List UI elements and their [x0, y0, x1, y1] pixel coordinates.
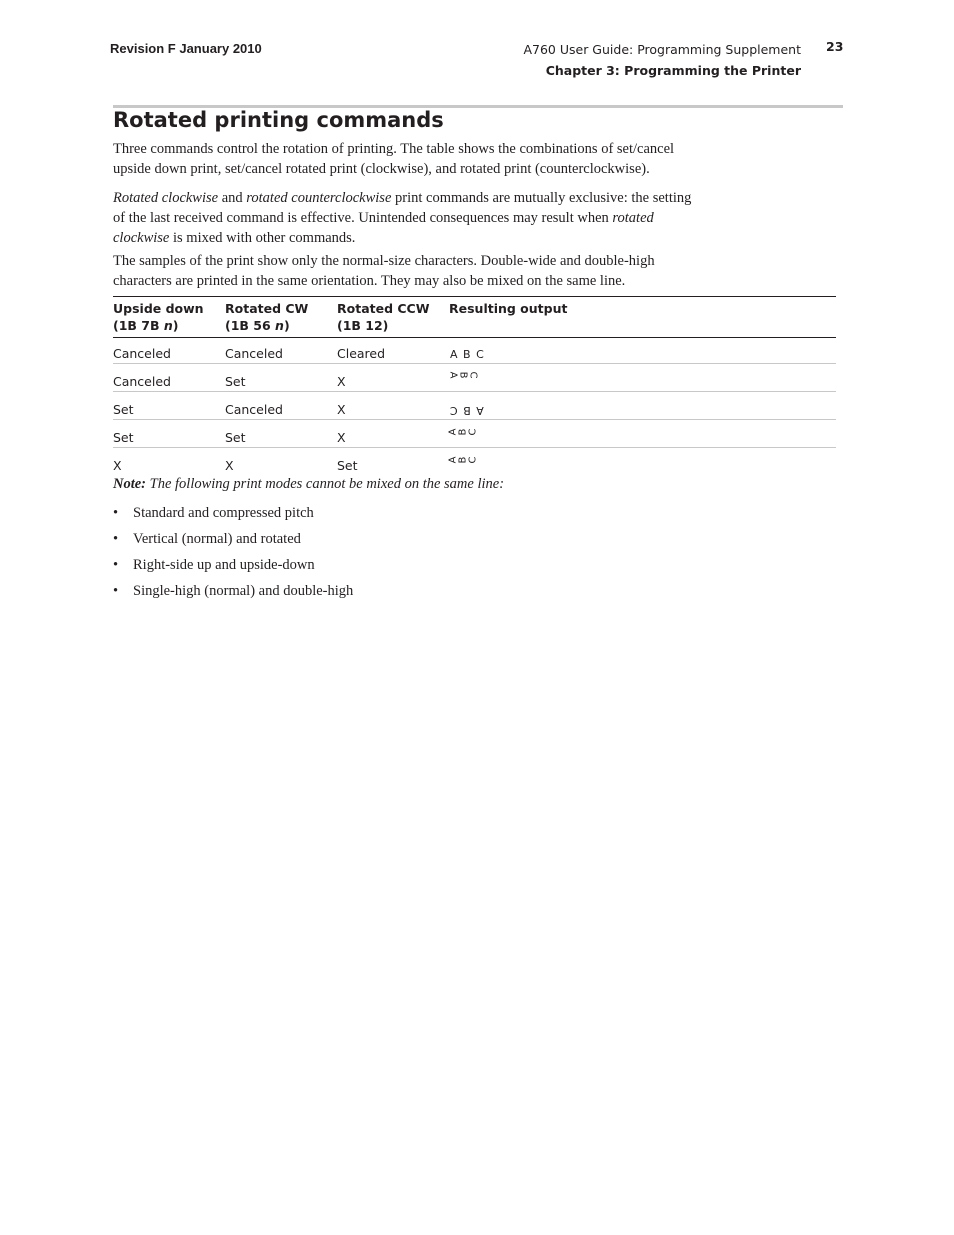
cell-upside: Canceled — [113, 346, 171, 361]
bullet-glyph: • — [113, 583, 119, 599]
table-row — [113, 392, 836, 420]
table-row — [113, 448, 836, 476]
sample-upside-rotated-cw — [449, 426, 477, 437]
text-mutually-exclusive: print commands are mutually exclusive: the setting of the last received command is effective. Unintended consequences may result when — [113, 190, 692, 226]
text-and: and — [218, 190, 247, 206]
bullet-glyph: • — [113, 531, 119, 547]
cell-ccw: Set — [337, 458, 358, 473]
exclusive-paragraph — [113, 188, 703, 248]
list-item — [113, 554, 353, 580]
sample-glyph: A — [447, 455, 459, 464]
sample-rotated-ccw — [449, 454, 477, 465]
table-row — [113, 338, 836, 364]
cell-cw: Canceled — [225, 402, 283, 417]
cell-cw: X — [225, 458, 234, 473]
sample-upside-down: A B C — [449, 404, 484, 417]
sample-glyph: C — [467, 427, 479, 436]
section-title: Rotated printing commands — [113, 108, 444, 132]
revision-label: Revision F January 2010 — [110, 41, 262, 56]
list-item-text: Right-side up and upside-down — [133, 557, 315, 573]
cell-sample — [449, 392, 836, 420]
header-param: n — [163, 318, 173, 333]
header-line1: Rotated CCW — [337, 301, 430, 316]
cell-cw: Canceled — [225, 346, 283, 361]
header-line1: Upside down — [113, 301, 204, 316]
sample-glyph: A — [447, 371, 459, 380]
note-label: Note: — [113, 476, 147, 492]
list-item-text: Vertical (normal) and rotated — [133, 531, 301, 547]
header-line2: (1B 12) — [337, 318, 389, 333]
header-line1: Rotated CW — [225, 301, 309, 316]
page-number: 23 — [826, 39, 844, 54]
list-item — [113, 502, 353, 528]
intro-paragraph: Three commands control the rotation of printing. The table shows the combinations of set/cancel upside down print, set/cancel rotated print (clockwise), and rotated print (counterclockwise). — [113, 141, 675, 177]
note-paragraph — [113, 476, 504, 493]
header-upside-down — [113, 297, 225, 338]
cell-upside: X — [113, 458, 122, 473]
bullet-glyph: • — [113, 557, 119, 573]
text-mixed: is mixed with other commands. — [169, 230, 356, 246]
list-item-text: Standard and compressed pitch — [133, 505, 314, 521]
sample-glyph: C — [467, 371, 479, 380]
cell-sample — [449, 420, 836, 448]
sample-rotated-cw — [449, 370, 477, 381]
cell-sample — [449, 364, 836, 392]
note-text: The following print modes cannot be mixed on the same line: — [146, 476, 505, 492]
cell-ccw: Cleared — [337, 346, 386, 361]
running-header — [523, 39, 801, 81]
header-line1: Resulting output — [449, 301, 568, 316]
header-line2: (1B 7B — [113, 318, 164, 333]
cell-cw: Set — [225, 430, 246, 445]
sample-glyph: C — [467, 455, 479, 464]
bullet-glyph: • — [113, 505, 119, 521]
cell-ccw: X — [337, 430, 346, 445]
header-rotated-cw — [225, 297, 337, 338]
cell-upside: Set — [113, 430, 134, 445]
samples-paragraph: The samples of the print show only the normal-size characters. Double-wide and double-high characters are printed in the same orientation. They may also be mixed on the same line. — [113, 253, 655, 289]
cell-upside: Set — [113, 402, 134, 417]
cell-sample — [449, 448, 836, 476]
em-rotated-counterclockwise: rotated counterclockwise — [246, 190, 392, 206]
header-resulting-output — [449, 297, 836, 338]
cell-ccw: X — [337, 402, 346, 417]
print-modes-list — [113, 502, 353, 606]
header-line2-end: ) — [283, 318, 290, 333]
sample-glyph: B — [457, 455, 469, 464]
em-rotated-clockwise-2: rotated clockwise — [113, 210, 654, 246]
cell-sample — [449, 338, 836, 364]
table-header-row — [113, 297, 836, 338]
cell-ccw: X — [337, 374, 346, 389]
list-item — [113, 528, 353, 554]
header-rotated-ccw — [337, 297, 449, 338]
header-param: n — [275, 318, 284, 333]
chapter-title: Chapter 3: Programming the Printer — [545, 63, 801, 78]
table-row — [113, 420, 836, 448]
table-row — [113, 364, 836, 392]
guide-title: A760 User Guide: Programming Supplement — [523, 42, 801, 57]
rotation-table — [113, 296, 836, 475]
sample-glyph: B — [457, 427, 469, 436]
header-line2: (1B 56 — [225, 318, 276, 333]
sample-glyph: B — [457, 371, 469, 380]
cell-upside: Canceled — [113, 374, 171, 389]
em-rotated-clockwise: Rotated clockwise — [113, 190, 219, 206]
sample-glyph: A — [447, 427, 459, 436]
header-line2-end: ) — [172, 318, 179, 333]
sample-normal: A B C — [450, 348, 485, 361]
list-item — [113, 580, 353, 606]
list-item-text: Single-high (normal) and double-high — [133, 583, 354, 599]
cell-cw: Set — [225, 374, 246, 389]
